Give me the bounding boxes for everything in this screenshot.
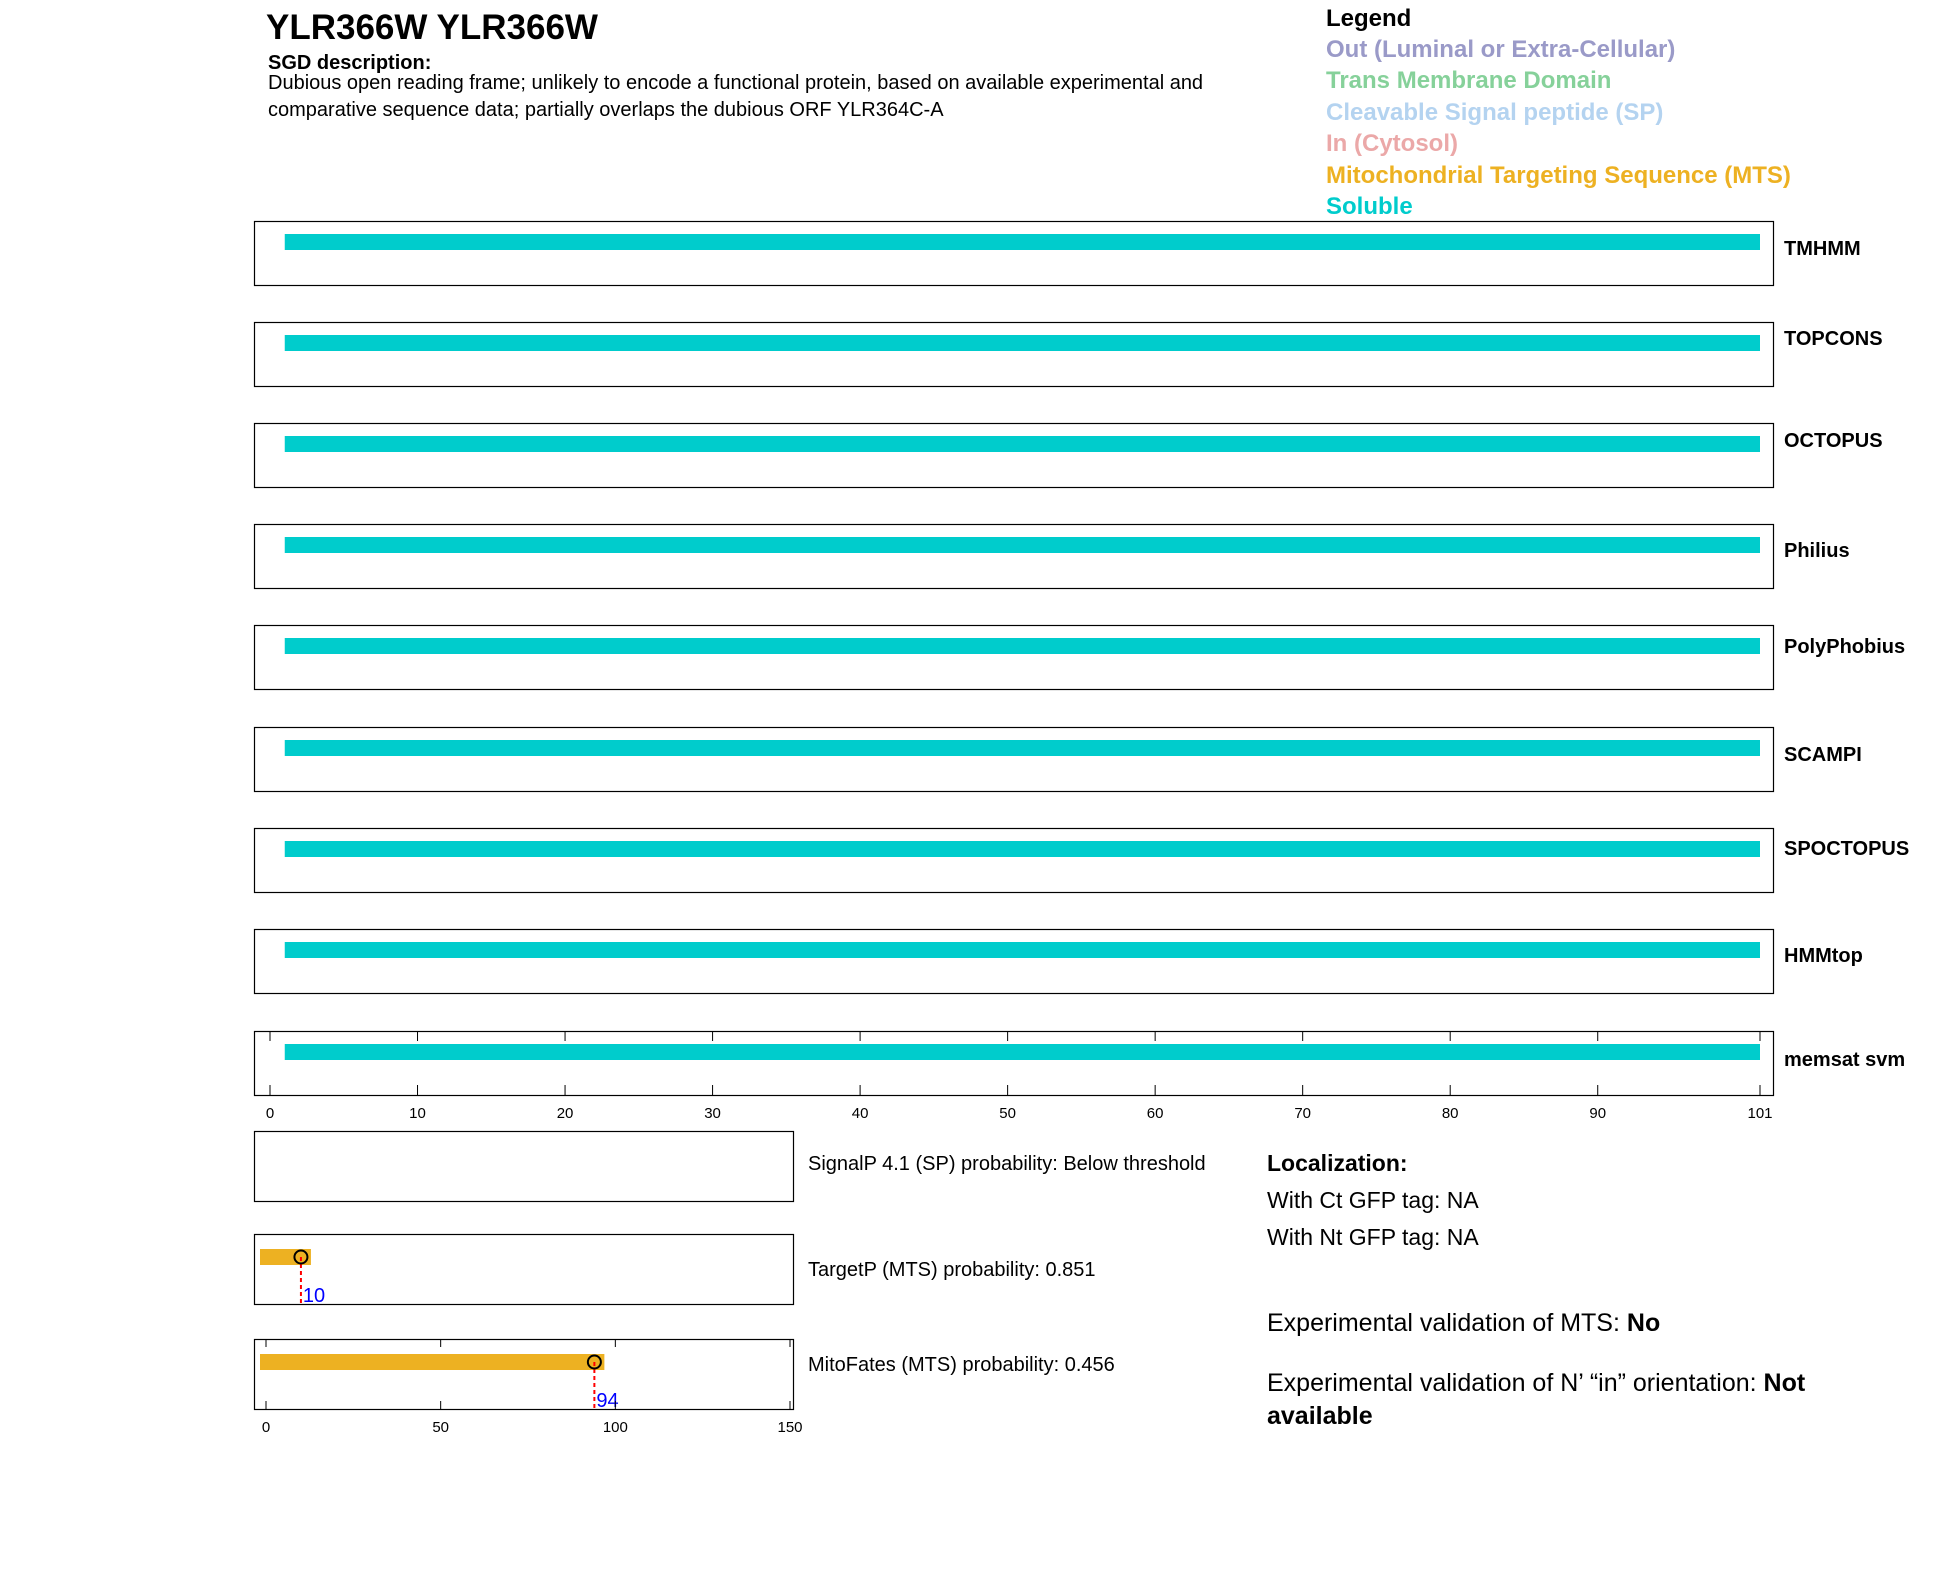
track-segment xyxy=(285,740,1760,756)
track-box-hmmtop xyxy=(255,930,1774,994)
axis-tick-label: 100 xyxy=(602,1419,628,1436)
axis-tick-label: 0 xyxy=(265,1105,275,1122)
page-title: YLR366W YLR366W xyxy=(266,8,598,47)
track-box-topcons xyxy=(255,323,1774,387)
legend-title: Legend xyxy=(1326,5,1412,32)
legend-item-sp: Cleavable Signal peptide (SP) xyxy=(1326,99,1664,126)
axis-tick-label: 30 xyxy=(704,1105,721,1122)
track-label: SCAMPI xyxy=(1784,744,1862,766)
track-label: Philius xyxy=(1784,540,1850,562)
panel-box-signalp xyxy=(255,1132,794,1202)
track-label: memsat svm xyxy=(1784,1049,1906,1071)
validation-nin-value: Not available xyxy=(1267,1369,1806,1430)
validation-mts-prefix: Experimental validation of MTS: xyxy=(1267,1309,1627,1337)
axis-tick-label: 70 xyxy=(1294,1105,1312,1122)
track-segment xyxy=(285,638,1760,654)
track-segment xyxy=(285,537,1760,553)
axis-tick-label: 60 xyxy=(1146,1105,1164,1122)
legend-item-tmd: Trans Membrane Domain xyxy=(1326,67,1612,94)
track-label: TOPCONS xyxy=(1784,328,1883,350)
panel-box-targetp xyxy=(255,1235,794,1305)
sgd-description-label: SGD description: xyxy=(268,52,432,74)
localization-title: Localization: xyxy=(1267,1150,1408,1176)
track-box-octopus xyxy=(255,424,1774,488)
axis-tick-label: 10 xyxy=(409,1105,426,1122)
track-label: PolyPhobius xyxy=(1784,636,1906,658)
track-label: TMHMM xyxy=(1784,238,1861,260)
axis-tick-label: 40 xyxy=(851,1105,869,1122)
axis-tick-label: 20 xyxy=(556,1105,574,1122)
track-label: SPOCTOPUS xyxy=(1784,838,1910,860)
axis-tick-label: 80 xyxy=(1441,1105,1459,1122)
axis-tick-label: 101 xyxy=(1747,1105,1773,1122)
validation-nin xyxy=(1267,1367,1867,1433)
track-box-polyphobius xyxy=(255,626,1774,690)
cleavage-label: 94 xyxy=(596,1390,619,1412)
mts-segment xyxy=(260,1354,604,1370)
track-box-philius xyxy=(255,525,1774,589)
localization-ct: With Ct GFP tag: NA xyxy=(1267,1187,1479,1213)
axis-tick-label: 50 xyxy=(432,1419,450,1436)
track-box-tmhmm xyxy=(255,222,1774,286)
track-box-memsat-svm xyxy=(255,1032,1774,1096)
track-segment xyxy=(285,1044,1760,1060)
legend-item-mts: Mitochondrial Targeting Sequence (MTS) xyxy=(1326,162,1791,189)
localization-nt: With Nt GFP tag: NA xyxy=(1267,1224,1479,1250)
track-segment xyxy=(285,436,1760,452)
panel-box-mitofates xyxy=(255,1340,794,1410)
track-segment xyxy=(285,335,1760,351)
track-box-scampi xyxy=(255,728,1774,792)
track-segment xyxy=(285,841,1760,857)
legend-item-out: Out (Luminal or Extra-Cellular) xyxy=(1326,36,1676,63)
validation-mts-value: No xyxy=(1626,1309,1661,1337)
targetp-label: TargetP (MTS) probability: 0.851 xyxy=(808,1259,1096,1281)
track-label: HMMtop xyxy=(1784,945,1863,967)
track-label: OCTOPUS xyxy=(1784,430,1883,452)
axis-tick-label: 150 xyxy=(777,1419,803,1436)
axis-tick-label: 50 xyxy=(999,1105,1016,1122)
legend-item-soluble: Soluble xyxy=(1326,193,1413,220)
validation-nin-prefix: Experimental validation of N’ “in” orientation: xyxy=(1267,1369,1764,1397)
track-segment xyxy=(285,234,1760,250)
sgd-description-text: Dubious open reading frame; unlikely to encode a functional protein, based on available experimental and comparative sequence data; partially overlaps the dubious ORF YLR364C-A xyxy=(268,72,1204,121)
signalp-label: SignalP 4.1 (SP) probability: Below threshold xyxy=(808,1153,1206,1175)
validation-mts xyxy=(1267,1309,1660,1338)
axis-tick-label: 90 xyxy=(1589,1105,1607,1122)
track-box-spoctopus xyxy=(255,829,1774,893)
legend-item-in: In (Cytosol) xyxy=(1326,130,1458,157)
cleavage-label: 10 xyxy=(302,1285,326,1307)
axis-tick-label: 0 xyxy=(261,1419,271,1436)
mitofates-label: MitoFates (MTS) probability: 0.456 xyxy=(808,1354,1115,1376)
track-segment xyxy=(285,942,1760,958)
